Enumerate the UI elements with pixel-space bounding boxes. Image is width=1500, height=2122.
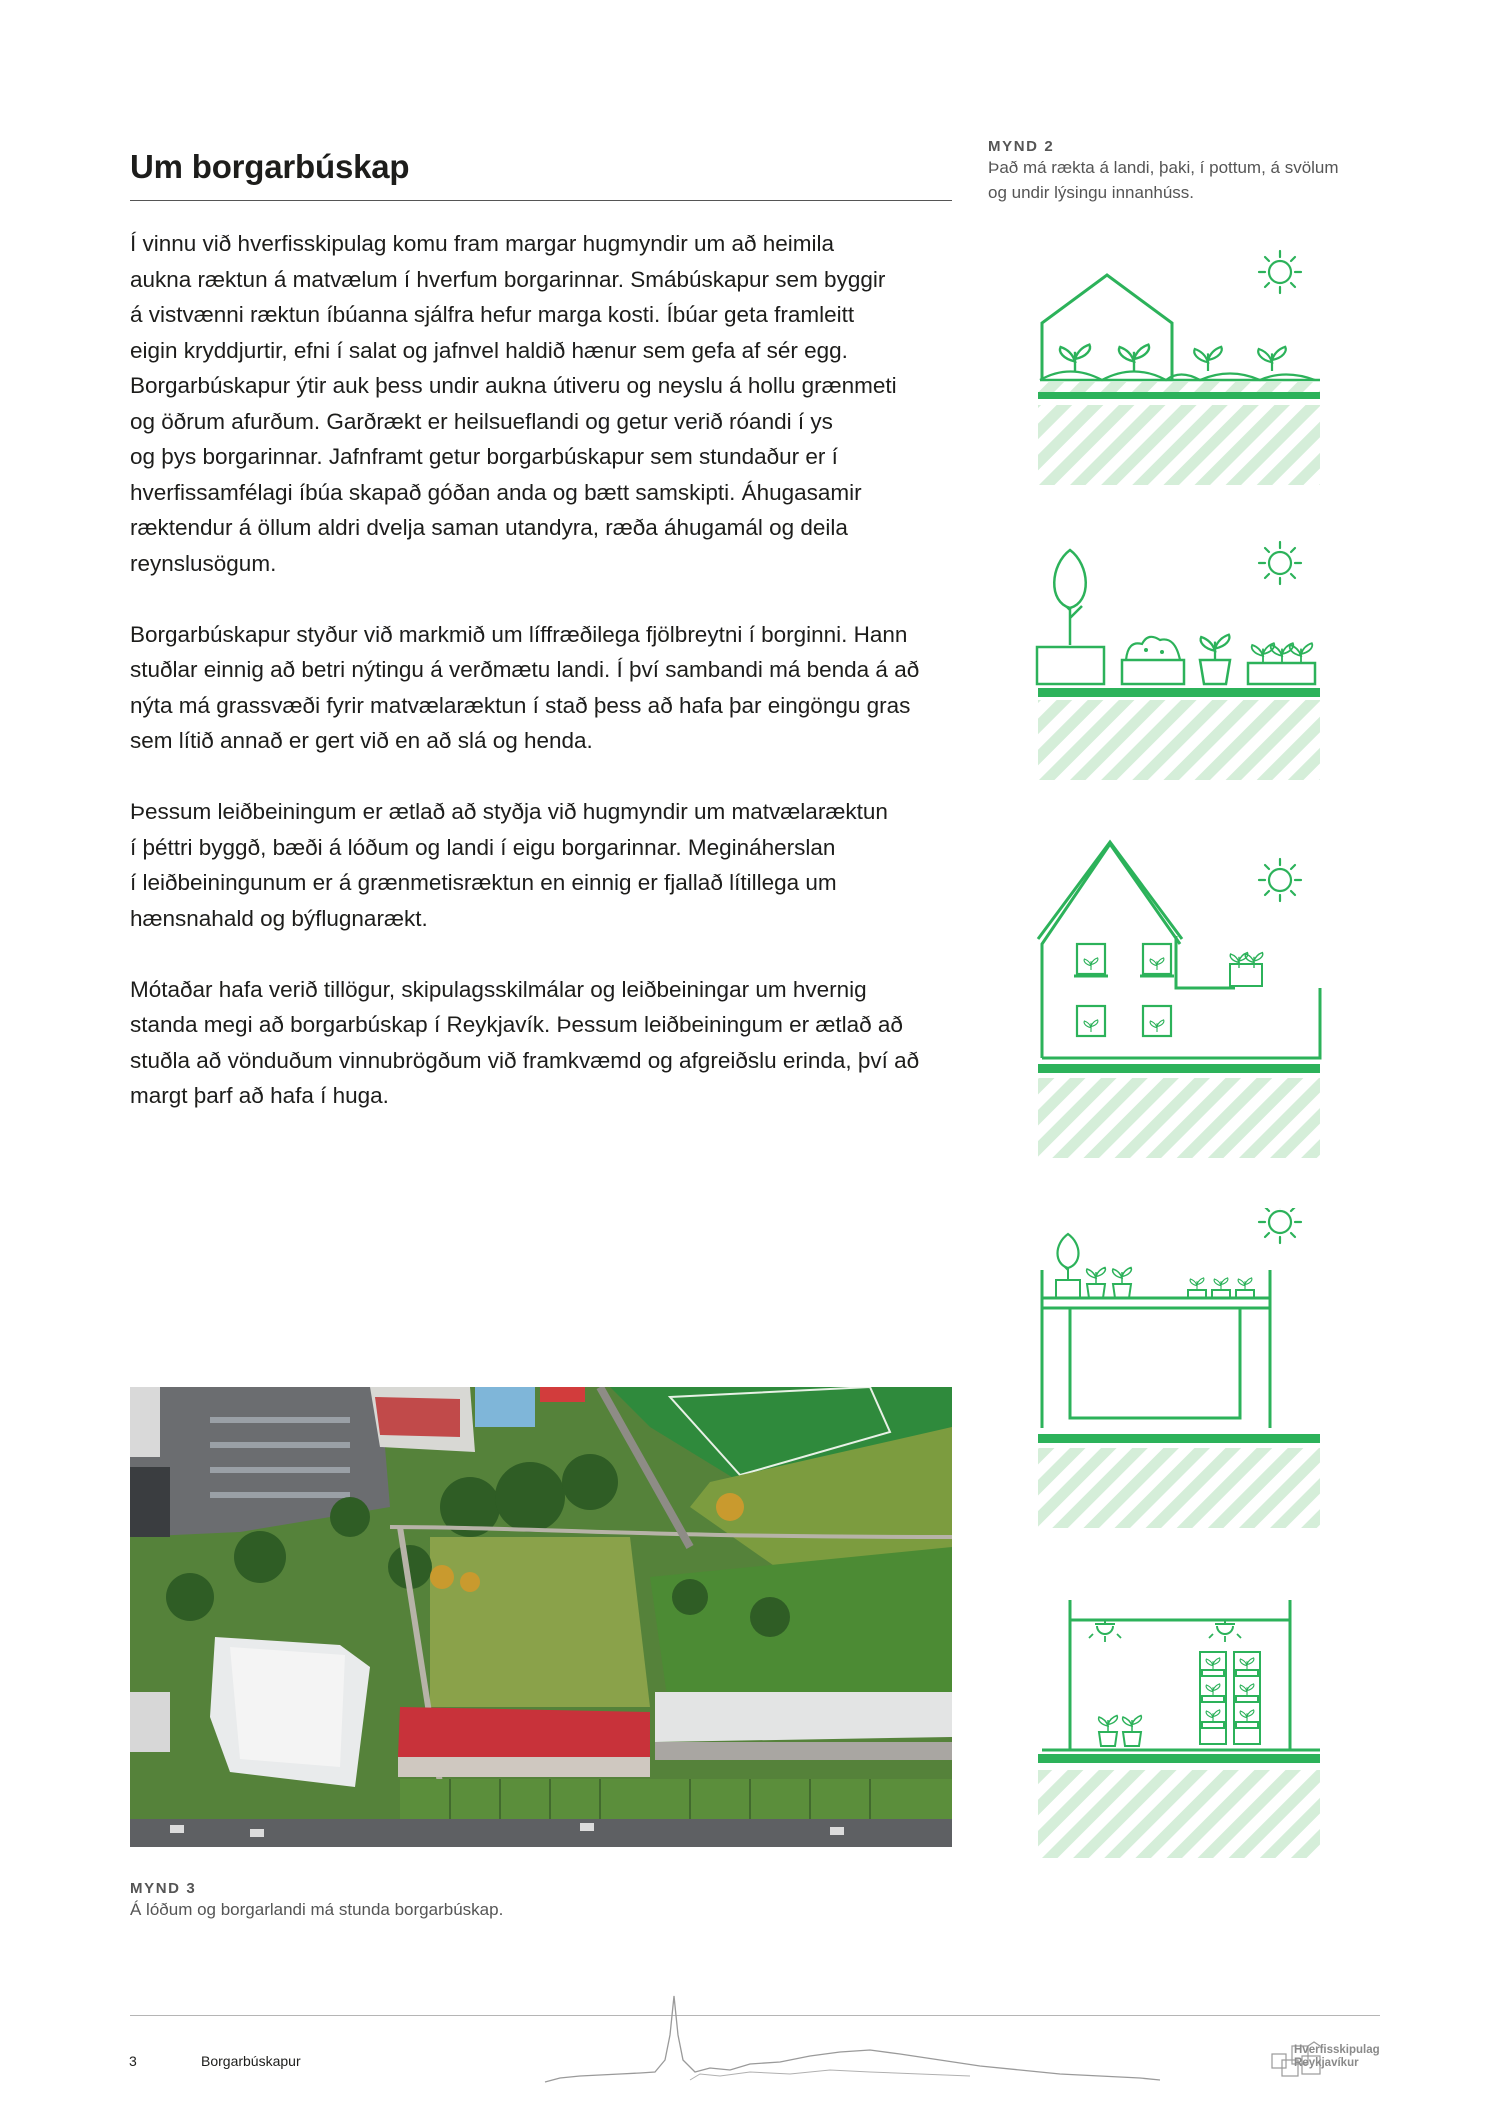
illustration-roof-garden <box>1030 1208 1330 1528</box>
aerial-photo <box>130 1387 952 1847</box>
illustration-land-greenhouse <box>1030 245 1330 485</box>
tree-icon <box>1054 550 1086 608</box>
skyline-icon <box>540 1990 1180 2090</box>
plant-icon <box>1194 347 1222 371</box>
plant-icon <box>1201 635 1230 660</box>
paragraph-1: Í vinnu við hverfisskipulag komu fram margar hugmyndir um að heimila aukna ræktun á matvælum í hverfum borgarinnar. Smábúskapur sem byggir á vistvænni ræktun íbúanna sjálfra hefur marga kosti. Íbúar geta framleitt eigin kryddjurtir, efni í salat og jafnvel haldið hænur sem gefa af sér egg. Borgarbúskapur ýtir auk þess undir aukna útiveru og neyslu á hollu grænmeti og öðrum afurðum. Garðrækt er heilsueflandi og getur verið róandi í ys og þys borgarinnar. Jafnframt getur borgarbúskapur sem stundaður er í hverfissamfélagi íbúa skapað góðan anda og bætt samskipti. Áhugasamir ræktendur á öllum aldri dvelja saman utandyra, ræða áhugamál og deila reynslusögum. <box>130 231 897 576</box>
plant-icon <box>1060 345 1090 371</box>
logo-line-2: Reykjavíkur <box>1294 2057 1359 2069</box>
sun-icon <box>1259 859 1301 901</box>
figure-2-caption <box>988 138 1388 205</box>
figure-3-caption <box>130 1880 830 1922</box>
figure-2-text: Það má rækta á landi, þaki, í pottum, á svölum og undir lýsingu innanhúss. <box>988 158 1339 202</box>
figure-3-text: Á lóðum og borgarlandi má stunda borgarbúskap. <box>130 1900 504 1919</box>
sun-icon <box>1259 542 1301 584</box>
sun-icon <box>1259 1208 1301 1243</box>
figure-2-label: MYND 2 <box>988 138 1055 155</box>
illustration-house-balcony <box>1030 838 1330 1158</box>
logo-text <box>1294 2044 1380 2070</box>
sun-icon <box>1259 251 1301 293</box>
paragraph-3: Þessum leiðbeiningum er ætlað að styðja við hugmyndir um matvælaræktun í þéttri byggð, bæði á lóðum og landi í eigu borgarinnar. Megináherslan í leiðbeiningunum er á grænmetisræktun en einnig er fjallað lítillega um hænsnahald og býflugnarækt. <box>130 799 888 931</box>
title-divider <box>130 200 952 201</box>
lamp-icon <box>1089 1620 1121 1642</box>
illustration-indoor <box>1030 1590 1330 1860</box>
plant-icon <box>1258 347 1286 371</box>
red-roof <box>398 1707 650 1757</box>
body-text <box>130 226 960 1149</box>
figure-3-label: MYND 3 <box>130 1880 197 1897</box>
plant-icon <box>1119 345 1149 371</box>
page-number: 3 <box>129 2053 137 2069</box>
page-title: Um borgarbúskap <box>130 148 410 185</box>
footer-title: Borgarbúskapur <box>201 2053 301 2069</box>
paragraph-2: Borgarbúskapur styður við markmið um líffræðilega fjölbreytni í borginni. Hann stuðlar einnig að betri nýtingu á verðmætu landi. Í því sambandi má benda á að nýta má grassvæði fyrir matvælaræktun í stað þess að hafa þar eingöngu gras sem lítið annað er gert við en að slá og henda. <box>130 621 920 753</box>
paragraph-4: Mótaðar hafa verið tillögur, skipulagsskilmálar og leiðbeiningar um hvernig standa megi að borgarbúskap í Reykjavík. Þessum leiðbeiningum er ætlað að stuðla að vönduðum vinnubrögðum við framkvæmd og afgreiðslu erinda, því að margt þarf að hafa í huga. <box>130 976 920 1108</box>
illustration-pots <box>1030 540 1330 780</box>
logo-line-1: Hverfisskipulag <box>1294 2044 1380 2056</box>
